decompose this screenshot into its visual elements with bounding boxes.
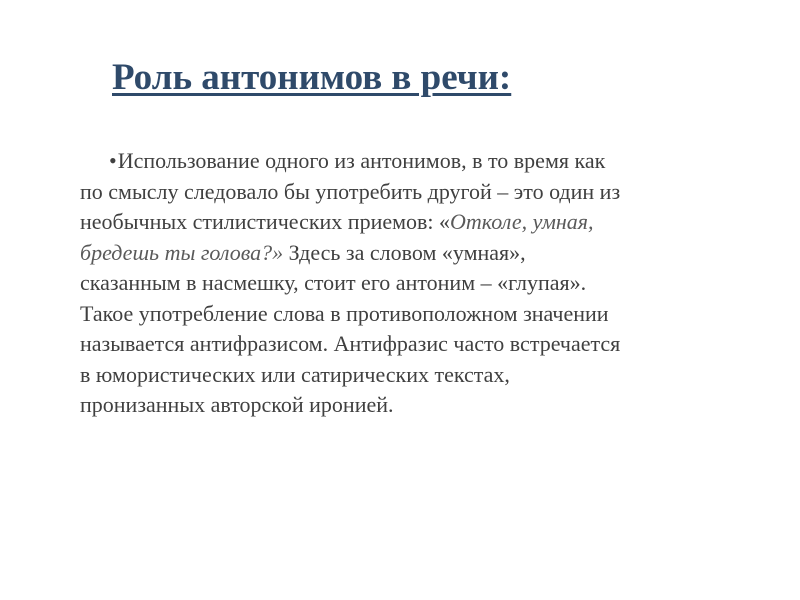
text-line-4 xyxy=(80,238,720,269)
text-line-6: Такое употребление слова в противоположном значении xyxy=(80,300,609,326)
text-line-3 xyxy=(80,207,720,238)
quote-part-1: Отколе, умная, xyxy=(450,209,594,234)
text-line-1 xyxy=(109,146,720,177)
bullet-paragraph xyxy=(80,146,720,421)
text-line-7: называется антифразисом. Антифразис часто встречается xyxy=(80,331,621,356)
slide-title: Роль антонимов в речи: xyxy=(112,57,512,98)
text-line-8: в юмористических или сатирических текстах, xyxy=(80,361,510,387)
line-1-text: Использование одного из антонимов, в то время как xyxy=(117,148,606,173)
bullet-icon: • xyxy=(109,148,117,173)
line-3-text: необычных стилистических приемов: « xyxy=(80,209,451,234)
line-4-text: Здесь за словом «умная», xyxy=(283,239,526,265)
text-line-2: по смыслу следовало бы употребить другой – это один из xyxy=(80,178,621,204)
quote-part-2: бредешь ты голова?» xyxy=(80,239,284,265)
text-line-5: сказанным в насмешку, стоит его антоним – «глупая». xyxy=(80,270,587,295)
text-line-9: пронизанных авторской иронией. xyxy=(80,392,394,417)
